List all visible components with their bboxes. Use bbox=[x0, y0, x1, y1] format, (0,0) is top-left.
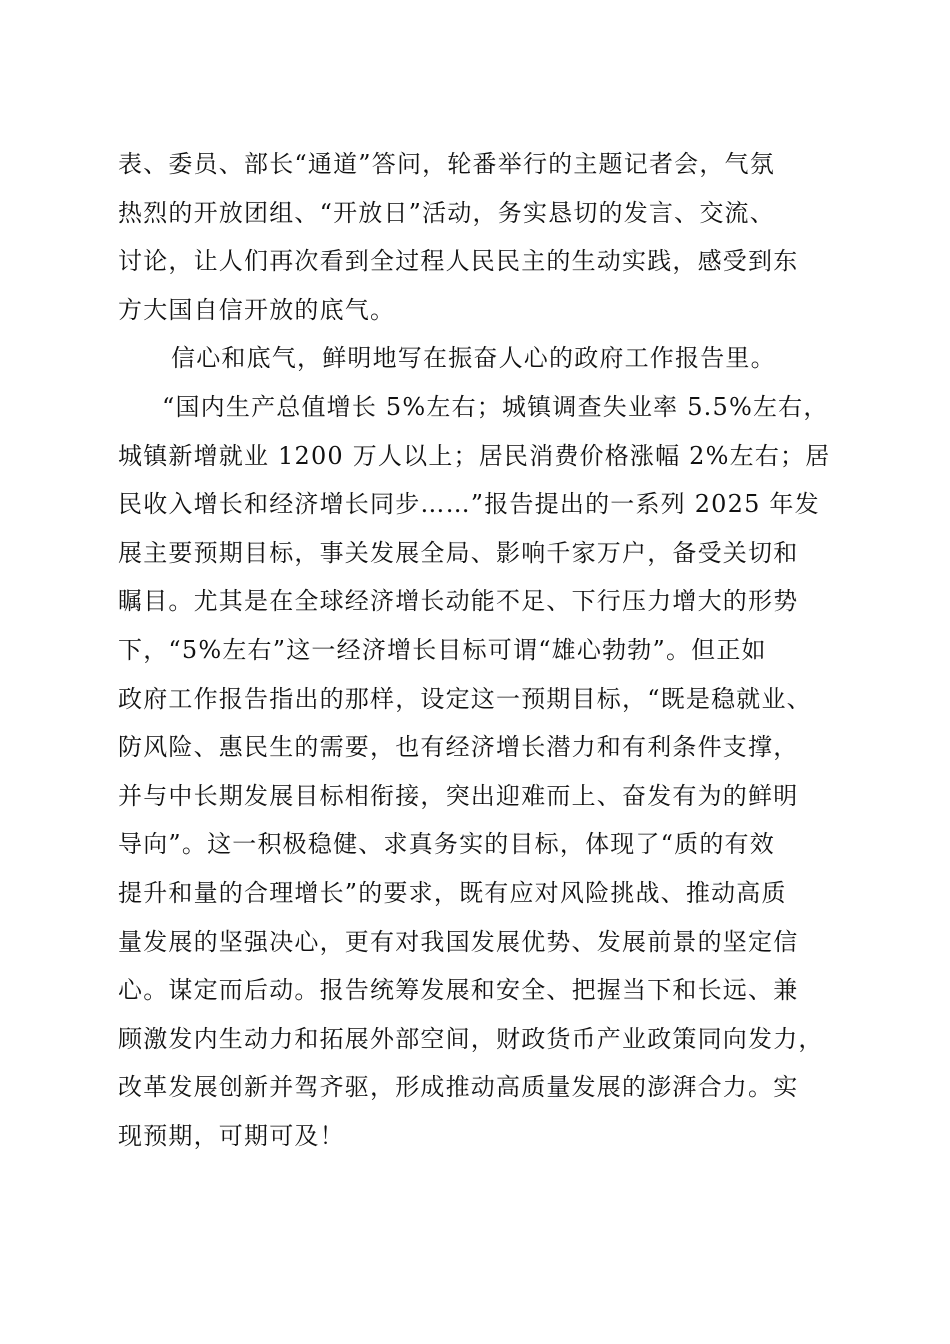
text-line: 提升和量的合理增长”的要求，既有应对风险挑战、推动高质 bbox=[118, 878, 787, 907]
text-line: 政府工作报告指出的那样，设定这一预期目标，“既是稳就业、 bbox=[118, 684, 812, 713]
text-line: 展主要预期目标，事关发展全局、影响千家万户，备受关切和 bbox=[118, 538, 799, 567]
text-line: 心。谋定而后动。报告统筹发展和安全、把握当下和长远、兼 bbox=[118, 976, 799, 1005]
text-line: 热烈的开放团组、“开放日”活动，务实恳切的发言、交流、 bbox=[118, 198, 775, 227]
text-line: 下，“5%左右”这一经济增长目标可谓“雄心勃勃”。但正如 bbox=[118, 635, 767, 664]
text-line: 顾激发内生动力和拓展外部空间，财政货币产业政策同向发力， bbox=[118, 1024, 824, 1053]
paragraph-first-line: “国内生产总值增长 5%左右；城镇调查失业率 5.5%左右， bbox=[162, 392, 829, 421]
text-line: 表、委员、部长“通道”答问，轮番举行的主题记者会，气氛 bbox=[118, 150, 775, 178]
text-line: 方大国自信开放的底气。 bbox=[118, 295, 396, 324]
text-line: 现预期，可期可及！ bbox=[118, 1121, 345, 1150]
text-line: 讨论，让人们再次看到全过程人民民主的生动实践，感受到东 bbox=[118, 247, 799, 276]
text-line: 城镇新增就业 1200 万人以上；居民消费价格涨幅 2%左右；居 bbox=[118, 441, 831, 470]
text-line: 量发展的坚强决心，更有对我国发展优势、发展前景的坚定信 bbox=[118, 927, 799, 956]
text-line: 并与中长期发展目标相衔接，突出迎难而上、奋发有为的鲜明 bbox=[118, 781, 799, 810]
text-line: 防风险、惠民生的需要，也有经济增长潜力和有利条件支撑， bbox=[118, 733, 799, 762]
body-text bbox=[118, 140, 830, 1160]
paragraph-first-line: 信心和底气，鲜明地写在振奋人心的政府工作报告里。 bbox=[171, 344, 776, 373]
text-line: 民收入增长和经济增长同步……”报告提出的一系列 2025 年发 bbox=[118, 490, 820, 519]
text-line: 改革发展创新并驾齐驱，形成推动高质量发展的澎湃合力。实 bbox=[118, 1073, 799, 1102]
text-line: 导向”。这一积极稳健、求真务实的目标，体现了“质的有效 bbox=[118, 830, 775, 859]
text-line: 瞩目。尤其是在全球经济增长动能不足、下行压力增大的形势 bbox=[118, 587, 799, 616]
